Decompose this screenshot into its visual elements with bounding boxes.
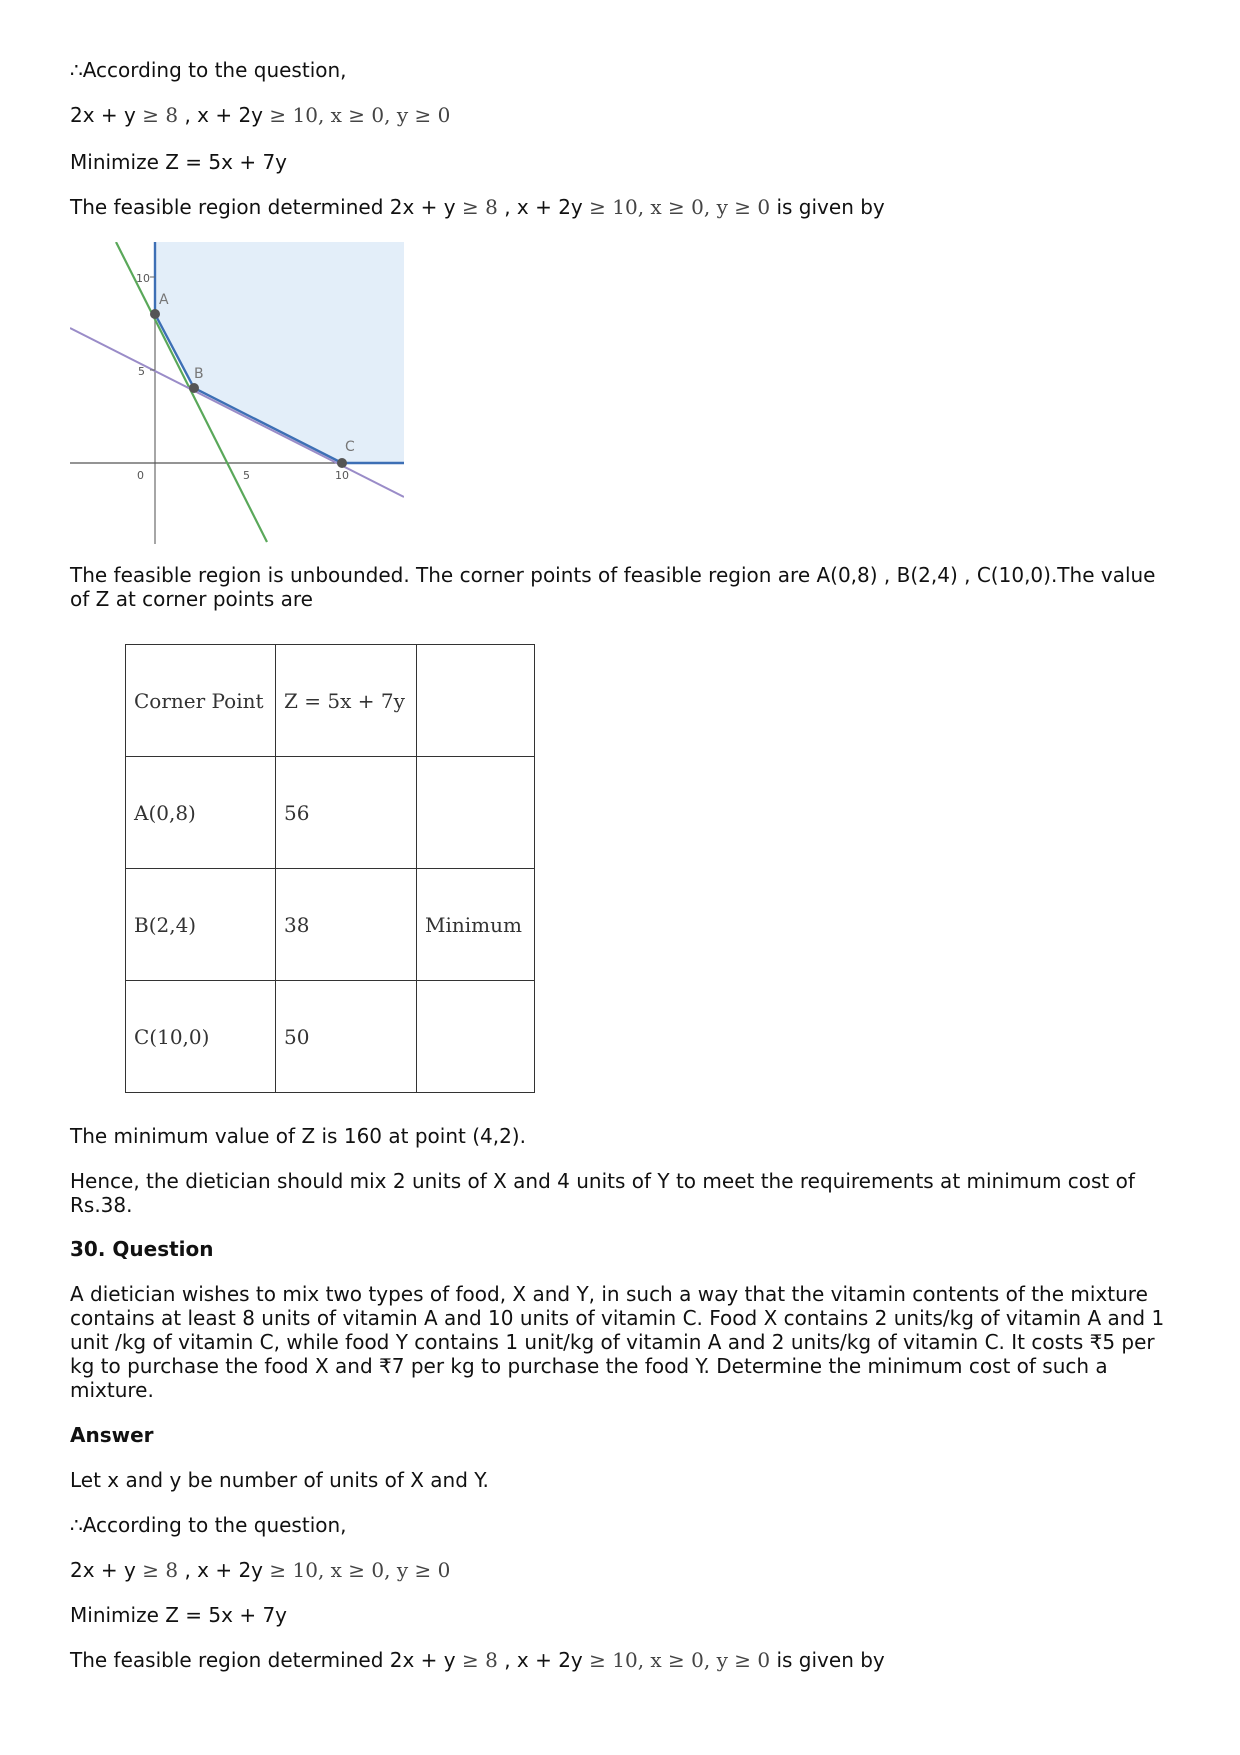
x-tick-5: 5 [243, 469, 250, 482]
minimum-value-line: The minimum value of Z is 160 at point (4,2). [70, 1124, 526, 1148]
table-cell: Minimum [417, 869, 535, 981]
point-a-label: A [159, 292, 169, 308]
origin-label: 0 [137, 469, 144, 482]
constraint-math-1: ≥ 8 [142, 1558, 179, 1582]
corner-points-table [125, 644, 535, 1093]
point-c-label: C [345, 439, 355, 455]
feasible-region [155, 242, 404, 463]
table-row [126, 981, 535, 1093]
feasible-text-3: is given by [776, 195, 885, 219]
table-header-row [126, 645, 535, 757]
conclusion-paragraph: Hence, the dietician should mix 2 units of X and 4 units of Y to meet the requirements at minimum cost of Rs.38. [70, 1169, 1135, 1217]
constraint-text-2: , x + 2y [184, 103, 264, 127]
point-b-label: B [194, 366, 204, 382]
table-cell [417, 757, 535, 869]
table-cell [417, 981, 535, 1093]
feasible-math-1: ≥ 8 [461, 195, 498, 219]
feasible-text-3: is given by [776, 1648, 885, 1672]
table-cell: 56 [276, 757, 417, 869]
question-paragraph: A dietician wishes to mix two types of food, X and Y, in such a way that the vitamin contents of the mixture contains at least 8 units of vitamin A and 10 units of vitamin C. Food X contains 2 units/kg of vitamin A and 1 unit /kg of vitamin C, while food Y contains 1 unit/kg of vitamin A and 2 units/kg of vitamin C. It costs ₹5 per kg to purchase the food X and ₹7 per kg to purchase the food Y. Determine the minimum cost of such a mixture. [70, 1282, 1165, 1402]
table-header-cell: Corner Point [126, 645, 276, 757]
therefore-line: ∴According to the question, [70, 58, 347, 82]
unbounded-paragraph: The feasible region is unbounded. The corner points of feasible region are A(0,8) , B(2,4) , C(10,0).The value of Z at corner points are [70, 563, 1156, 611]
constraints-line [70, 103, 450, 127]
constraint-math-2: ≥ 10, x ≥ 0, y ≥ 0 [269, 103, 451, 127]
table-header-cell: Z = 5x + 7y [276, 645, 417, 757]
minimize-line-2: Minimize Z = 5x + 7y [70, 1603, 288, 1627]
constraint-math-1: ≥ 8 [142, 103, 179, 127]
table-header-cell [417, 645, 535, 757]
feasible-line [70, 195, 885, 219]
table-cell: A(0,8) [126, 757, 276, 869]
feasible-line-2 [70, 1648, 885, 1672]
feasible-text-2: , x + 2y [504, 195, 583, 219]
table-row [126, 869, 535, 981]
y-tick-10: 10 [136, 272, 150, 285]
feasible-text-2: , x + 2y [504, 1648, 583, 1672]
feasible-region-graph [70, 242, 404, 544]
point-a-marker [150, 309, 160, 319]
constraint-text-2: , x + 2y [184, 1558, 264, 1582]
feasible-math-2: ≥ 10, x ≥ 0, y ≥ 0 [589, 195, 771, 219]
table-cell: B(2,4) [126, 869, 276, 981]
answer-heading: Answer [70, 1423, 154, 1447]
let-line: Let x and y be number of units of X and Y. [70, 1468, 489, 1492]
constraint-text-1: 2x + y [70, 103, 136, 127]
feasible-math-2: ≥ 10, x ≥ 0, y ≥ 0 [589, 1648, 771, 1672]
constraint-text-1: 2x + y [70, 1558, 136, 1582]
constraints-line-2 [70, 1558, 450, 1582]
table-row [126, 757, 535, 869]
feasible-math-1: ≥ 8 [461, 1648, 498, 1672]
point-c-marker [337, 458, 347, 468]
y-tick-5: 5 [138, 365, 145, 378]
table-cell: C(10,0) [126, 981, 276, 1093]
therefore-line-2: ∴According to the question, [70, 1513, 347, 1537]
feasible-text-1: The feasible region determined 2x + y [70, 1648, 456, 1672]
minimize-line: Minimize Z = 5x + 7y [70, 150, 288, 174]
table-cell: 50 [276, 981, 417, 1093]
constraint-math-2: ≥ 10, x ≥ 0, y ≥ 0 [269, 1558, 451, 1582]
feasible-text-1: The feasible region determined 2x + y [70, 195, 456, 219]
x-tick-10: 10 [335, 469, 349, 482]
question-heading: 30. Question [70, 1237, 214, 1261]
point-b-marker [189, 383, 199, 393]
table-cell: 38 [276, 869, 417, 981]
